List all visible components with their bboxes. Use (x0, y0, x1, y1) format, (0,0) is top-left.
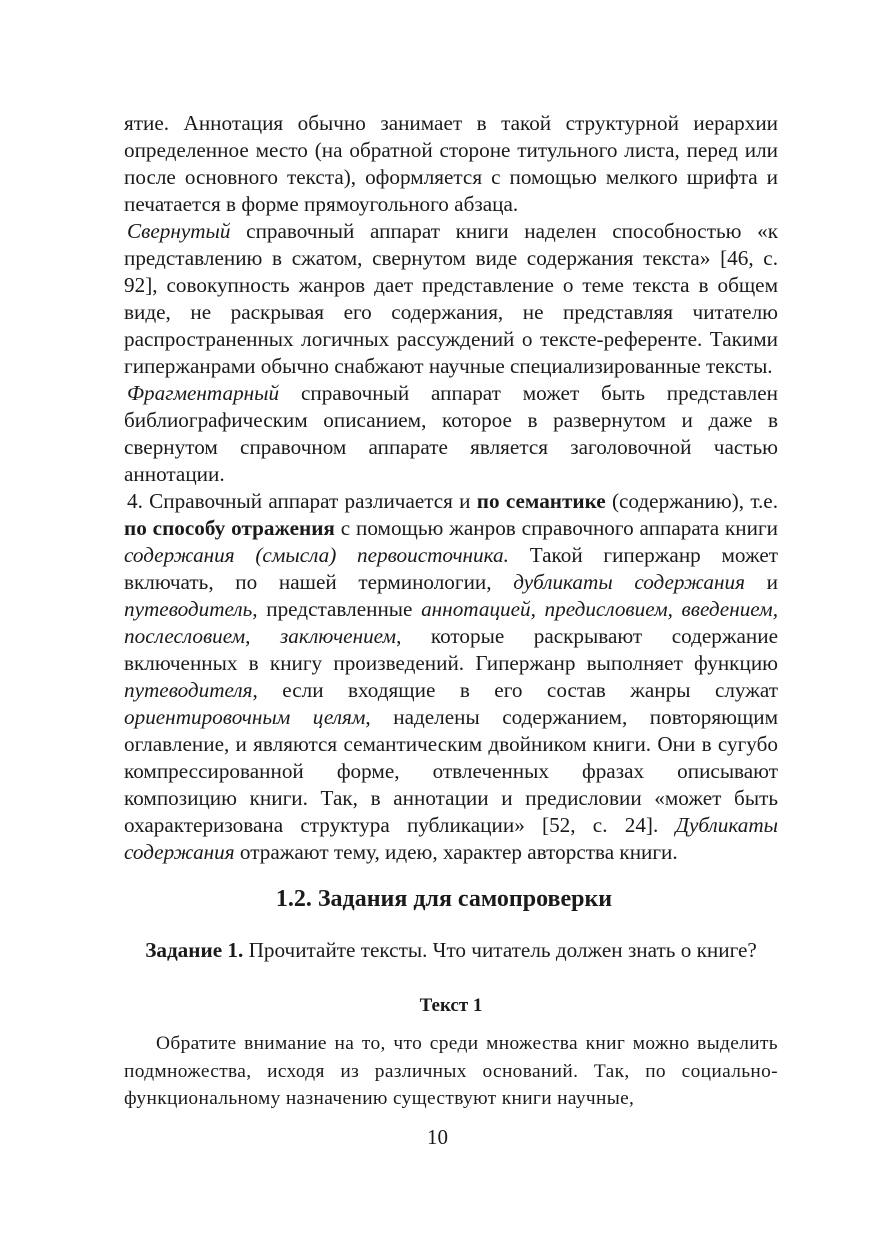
p4-segment: , если входящие в его состав жанры служат (252, 678, 778, 702)
paragraph-1 (124, 110, 778, 218)
section-heading: 1.2. Задания для самопроверки (275, 886, 613, 912)
p4-italic: Дубликаты содержания (124, 813, 778, 864)
paragraph-1-text: ятие. Аннотация обычно занимает в такой структурной иерархии определенное место (на обратной стороне титульного листа, перед или после основного текста), оформляется с помощью мелкого шрифта и печатается в форме прямоугольного абзаца. (124, 111, 778, 216)
p4-segment: и (744, 570, 779, 594)
paragraph-3-text: справочный аппарат может быть представлен библиографическим описанием, которое в развернутом и даже в свернутом справочном аппарате является заголовочной частью аннотации. (124, 381, 778, 486)
p4-segment: , которые раскрывают содержание включенных в книгу произведений. Гипержанр выполняет функцию (124, 624, 778, 675)
body-text (124, 110, 778, 866)
term-fragmentarnyi: Фрагментарный (127, 381, 280, 405)
term-svernutyi: Свернутый (127, 219, 231, 243)
p4-segment: 4. Справочный аппарат различается и (127, 489, 477, 513)
p4-italic: ориентировочным целям (124, 705, 366, 729)
sample-paragraph: Обратите внимание на то, что среди множества книг можно выделить подмножества, исходя из различных оснований. Так, по социально-функциональному назначению существуют книги научные, (124, 1033, 778, 1109)
page-number: 10 (427, 1125, 448, 1149)
p4-segment: с помощью жанров справочного аппарата книги (334, 516, 778, 540)
p4-segment: отражают тему, идею, характер авторства книги. (234, 840, 678, 864)
p4-italic: содержания (смысла) первоисточника. (124, 543, 509, 567)
p4-bold-semantics: по семантике (476, 489, 606, 513)
paragraph-4 (124, 488, 778, 866)
p4-segment: (содержанию), т.е. (605, 489, 778, 513)
task-text: Прочитайте тексты. Что читатель должен знать о книге? (243, 938, 757, 962)
p4-segment: Такой гипержанр может включать, по нашей терминологии, (124, 543, 778, 594)
paragraph-2-text: справочный аппарат книги наделен способностью «к представлению в сжатом, свернутом виде содержания текста» [46, с. 92], совокупность жанров дает представление о теме текста в общем виде, не раскрывая его содержания, не представляя читателю распространенных логичных рассуждений о тексте-референте. Такими гипержанрами обычно снабжают научные специализированные тексты. (124, 219, 778, 378)
p4-italic: дубликаты содержания (513, 570, 745, 594)
p4-italic: аннотацией, предисловием, введением, послесловием, заключением (124, 597, 779, 648)
paragraph-2 (124, 218, 778, 380)
sample-text (124, 1030, 778, 1113)
p4-italic: путеводитель, (124, 597, 258, 621)
paragraph-3 (124, 380, 778, 488)
p4-bold-method: по способу отражения (124, 516, 335, 540)
p4-segment: представленные (257, 597, 422, 621)
text-title: Текст 1 (419, 995, 483, 1016)
task-label: Задание 1. (145, 938, 244, 962)
p4-segment: , наделены содержанием, повторяющим оглавление, и являются семантическим двойником книги. Они в сугубо компрессированной форме, отвлеченных фразах описывают композицию книги. Так, в аннотации и предисловии «может быть охарактеризована структура публикации» [52, с. 24]. (124, 705, 778, 837)
p4-italic: путеводителя (124, 678, 253, 702)
task-line (124, 937, 778, 964)
